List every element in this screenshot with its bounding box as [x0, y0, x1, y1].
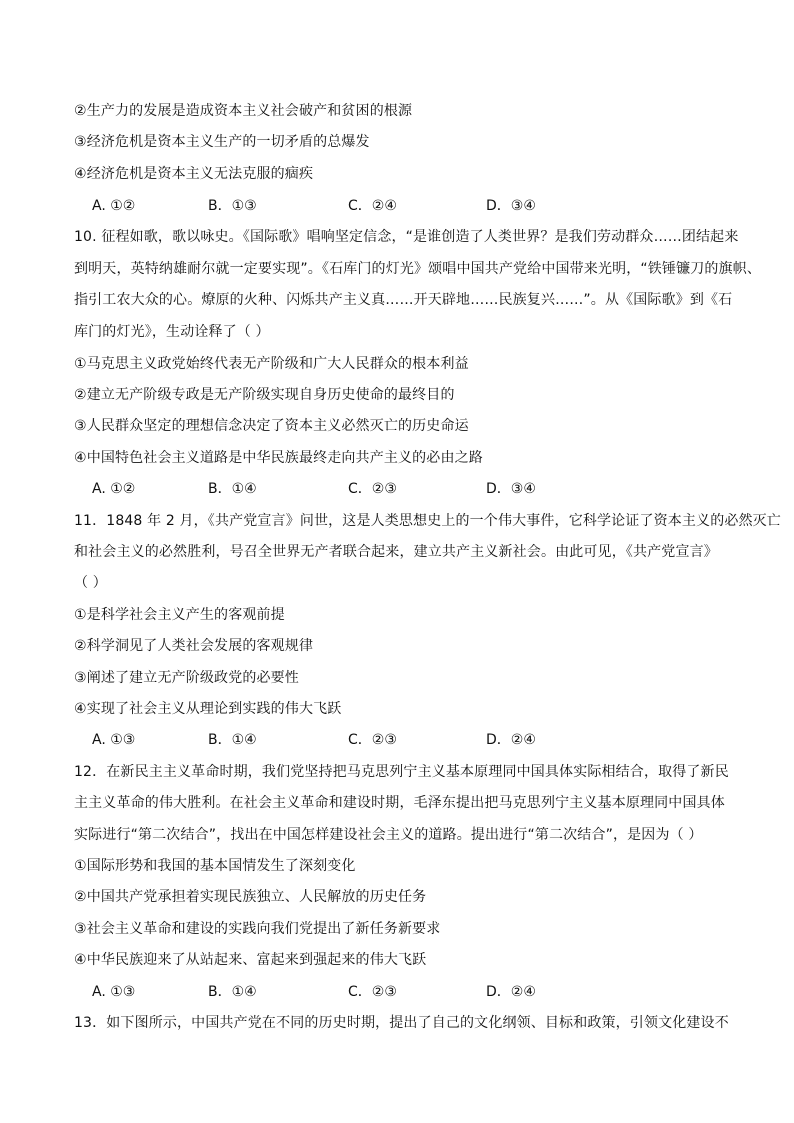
- q12-option-d: D．②④: [486, 984, 536, 1000]
- q10-option-d: D．③④: [486, 481, 536, 497]
- q10-statement-2: ②建立无产阶级专政是无产阶级实现自身历史使命的最终目的: [74, 387, 455, 403]
- q12-statement-3: ③社会主义革命和建设的实践向我们党提出了新任务新要求: [74, 921, 441, 937]
- q11-option-b: B．①④: [208, 732, 257, 748]
- q9-option-b: B．①③: [208, 198, 257, 214]
- q11-option-d: D．②④: [486, 732, 536, 748]
- q9-option-d: D．③④: [486, 198, 536, 214]
- q12-statement-1: ①国际形势和我国的基本国情发生了深刻变化: [74, 858, 356, 874]
- q12-stem-line-1: 12．在新民主主义革命时期，我们党坚持把马克思列宁主义基本原理同中国具体实际相结合，取得了新民: [74, 764, 729, 780]
- q12-option-c: C．②③: [348, 984, 397, 1000]
- q9-option-a: A. ①②: [92, 198, 136, 214]
- q12-option-b: B．①④: [208, 984, 257, 1000]
- q12-stem-line-2: 主主义革命的伟大胜利。在社会主义革命和建设时期，毛泽东提出把马克思列宁主义基本原理同中国具体: [74, 795, 725, 811]
- q9-statement-4: ④经济危机是资本主义无法克服的痼疾: [74, 166, 314, 182]
- q10-option-a: A. ①②: [92, 481, 136, 497]
- q11-statement-1: ①是科学社会主义产生的客观前提: [74, 607, 285, 623]
- q10-stem-line-3: 指引工农大众的心。燎原的火种、闪烁共产主义真……开天辟地……民族复兴……”。从《国际歌》到《石: [74, 292, 733, 308]
- q11-statement-4: ④实现了社会主义从理论到实践的伟大飞跃: [74, 701, 342, 717]
- q12-option-a: A. ①③: [92, 984, 136, 1000]
- q9-statement-3: ③经济危机是资本主义生产的一切矛盾的总爆发: [74, 134, 370, 150]
- q10-stem-line-1: 10. 征程如歌，歌以咏史。《国际歌》唱响坚定信念，“是谁创造了人类世界？是我们劳动群众……团结起来: [74, 229, 739, 245]
- q10-statement-3: ③人民群众坚定的理想信念决定了资本主义必然灭亡的历史命运: [74, 418, 469, 434]
- q11-stem-line-3: （ ）: [74, 575, 107, 591]
- q12-stem-line-3: 实际进行“第二次结合”，找出在中国怎样建设社会主义的道路。提出进行“第二次结合”，是因为（ ）: [74, 827, 703, 843]
- q10-option-b: B．①④: [208, 481, 257, 497]
- q10-stem-line-2: 到明天，英特纳雄耐尔就一定要实现”。《石库门的灯光》颂唱中国共产党给中国带来光明，“铁锤镰刀的旗帜、: [74, 261, 762, 277]
- q11-statement-2: ②科学洞见了人类社会发展的客观规律: [74, 638, 314, 654]
- q9-statement-2: ②生产力的发展是造成资本主义社会破产和贫困的根源: [74, 103, 413, 119]
- q9-option-c: C．②④: [348, 198, 397, 214]
- q10-statement-1: ①马克思主义政党始终代表无产阶级和广大人民群众的根本利益: [74, 356, 469, 372]
- q11-stem-line-1: 11．1848 年 2 月，《共产党宣言》问世，这是人类思想史上的一个伟大事件，它科学论证了资本主义的必然灭亡: [74, 513, 781, 529]
- q11-statement-3: ③阐述了建立无产阶级政党的必要性: [74, 670, 299, 686]
- q11-stem-line-2: 和社会主义的必然胜利，号召全世界无产者联合起来，建立共产主义新社会。由此可见，《共产党宣言》: [74, 544, 718, 560]
- q10-option-c: C．②③: [348, 481, 397, 497]
- q10-statement-4: ④中国特色社会主义道路是中华民族最终走向共产主义的必由之路: [74, 450, 483, 466]
- q12-statement-4: ④中华民族迎来了从站起来、富起来到强起来的伟大飞跃: [74, 952, 427, 968]
- q11-option-c: C．②③: [348, 732, 397, 748]
- q13-stem-line-1: 13．如下图所示，中国共产党在不同的历史时期，提出了自己的文化纲领、目标和政策，引领文化建设不: [74, 1015, 729, 1031]
- q10-stem-line-4: 库门的灯光》，生动诠释了（ ）: [74, 324, 270, 340]
- q12-statement-2: ②中国共产党承担着实现民族独立、人民解放的历史任务: [74, 889, 427, 905]
- q11-option-a: A. ①③: [92, 732, 136, 748]
